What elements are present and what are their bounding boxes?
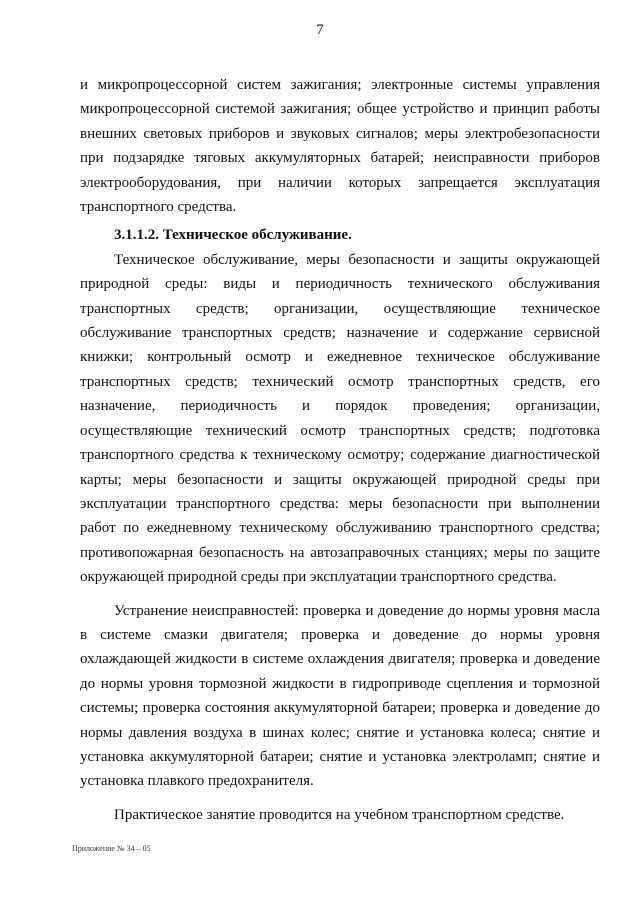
page-number: 7: [316, 22, 324, 38]
footer-note: Приложение № 34 – 05: [72, 844, 151, 853]
document-body: [80, 73, 600, 827]
maintenance-paragraph: Техническое обслуживание, меры безопасности и защиты окружающей природной среды: виды и периодичность технического обслуживания транспортных средств; организации, осуществляющие техническое обслуживание транспортных средств; назначение и содержание сервисной книжки; контрольный осмотр и ежедневное техническое обслуживание транспортных средств; технический осмотр транспортных средств, его назначение, периодичность и порядок проведения; организации, осуществляющие технический осмотр транспортных средств; подготовка транспортного средства к техническому осмотру; содержание диагностической карты; меры безопасности и защиты окружающей природной среды при эксплуатации транспортного средства: меры безопасности при выполнении работ по ежедневному техническому обслуживанию транспортного средства; противопожарная безопасность на автозаправочных станциях; меры по защите окружающей природной среды при эксплуатации транспортного средства.: [80, 251, 600, 586]
intro-paragraph: и микропроцессорной систем зажигания; электронные системы управления микропроцессорной системой зажигания; общее устройство и принцип работы внешних световых приборов и звуковых сигналов; меры электробезопасности при подзарядке тяговых аккумуляторных батарей; неисправности приборов электрооборудования, при наличии которых запрещается эксплуатация транспортного средства.: [80, 77, 600, 216]
troubleshooting-paragraph: Устранение неисправностей: проверка и доведение до нормы уровня масла в системе смазки двигателя; проверка и доведение до нормы уровня охлаждающей жидкости в системе охлаждения двигателя; проверка и доведение до нормы уровня тормозной жидкости в гидроприводе сцепления и тормозной системы; проверка состояния аккумуляторной батареи; проверка и доведение до нормы давления воздуха в шинах колес; снятие и установка колеса; снятие и установка аккумуляторной батареи; снятие и установка электроламп; снятие и установка плавкого предохранителя.: [80, 602, 600, 790]
section-heading: 3.1.1.2. Техническое обслуживание.: [114, 227, 352, 244]
practice-paragraph: Практическое занятие проводится на учебном транспортном средстве.: [114, 806, 565, 823]
